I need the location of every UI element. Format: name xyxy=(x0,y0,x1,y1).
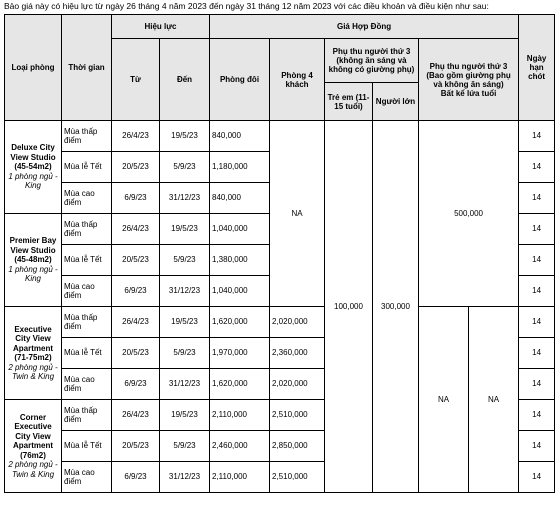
season-cell: Mùa thấp điểm xyxy=(62,400,112,431)
double-room-price: 2,110,000 xyxy=(210,400,270,431)
cutoff-days-cell: 14 xyxy=(519,431,555,462)
cutoff-days-cell: 14 xyxy=(519,245,555,276)
from-date-cell: 20/5/23 xyxy=(112,431,160,462)
season-cell: Mùa thấp điểm xyxy=(62,214,112,245)
header-double-room: Phòng đôi xyxy=(210,39,270,121)
double-room-price: 840,000 xyxy=(210,183,270,214)
header-adult: Người lớn xyxy=(373,83,419,121)
to-date-cell: 19/5/23 xyxy=(160,121,210,152)
room-name: Premier Bay View Studio (45-48m2) xyxy=(9,236,57,265)
from-date-cell: 20/5/23 xyxy=(112,245,160,276)
quad-room-price: 2,510,000 xyxy=(270,400,325,431)
to-date-cell: 31/12/23 xyxy=(160,276,210,307)
cutoff-days-cell: 14 xyxy=(519,121,555,152)
header-surcharge-with-bed xyxy=(419,39,519,121)
season-cell: Mùa lễ Tết xyxy=(62,338,112,369)
to-date-cell: 5/9/23 xyxy=(160,245,210,276)
season-cell: Mùa thấp điểm xyxy=(62,307,112,338)
room-type-cell xyxy=(5,121,62,214)
cutoff-days-cell: 14 xyxy=(519,307,555,338)
double-room-price: 1,040,000 xyxy=(210,214,270,245)
quad-room-price: 2,510,000 xyxy=(270,462,325,493)
intro-text: Bảo giá này có hiệu lực từ ngày 26 tháng 4 năm 2023 đến ngày 31 tháng 12 năm 2023 với các điều khoản và điều kiện như sau: xyxy=(4,1,489,11)
double-room-price: 1,970,000 xyxy=(210,338,270,369)
room-subtitle: 1 phòng ngủ - King xyxy=(8,171,58,191)
extra-bed-na-2: NA xyxy=(469,307,519,493)
header-surcharge-with-bed-text: Phụ thu người thứ 3 (Bao gồm giường phụ và không ăn sáng) xyxy=(426,61,511,89)
from-date-cell: 6/9/23 xyxy=(112,183,160,214)
double-room-price: 2,110,000 xyxy=(210,462,270,493)
to-date-cell: 19/5/23 xyxy=(160,307,210,338)
header-child: Trẻ em (11-15 tuổi) xyxy=(325,83,373,121)
cutoff-days-cell: 14 xyxy=(519,214,555,245)
from-date-cell: 6/9/23 xyxy=(112,276,160,307)
cutoff-days-cell: 14 xyxy=(519,276,555,307)
to-date-cell: 19/5/23 xyxy=(160,214,210,245)
from-date-cell: 6/9/23 xyxy=(112,369,160,400)
from-date-cell: 6/9/23 xyxy=(112,462,160,493)
header-cutoff: Ngày hạn chót xyxy=(519,15,555,121)
extra-bed-na-1: NA xyxy=(419,307,469,493)
adult-surcharge-price: 300,000 xyxy=(373,121,419,493)
quad-room-price: 2,360,000 xyxy=(270,338,325,369)
double-room-price: 1,180,000 xyxy=(210,152,270,183)
header-surcharge-no-bed: Phụ thu người thứ 3 (không ăn sáng và không có giường phụ) xyxy=(325,39,419,83)
to-date-cell: 5/9/23 xyxy=(160,338,210,369)
from-date-cell: 26/4/23 xyxy=(112,214,160,245)
season-cell: Mùa lễ Tết xyxy=(62,152,112,183)
to-date-cell: 31/12/23 xyxy=(160,462,210,493)
quad-room-price: 2,850,000 xyxy=(270,431,325,462)
season-cell: Mùa cao điểm xyxy=(62,369,112,400)
to-date-cell: 31/12/23 xyxy=(160,183,210,214)
header-surcharge-with-bed-note: Bất kể lứa tuổi xyxy=(440,88,497,98)
cutoff-days-cell: 14 xyxy=(519,462,555,493)
child-surcharge-price: 100,000 xyxy=(325,121,373,493)
room-name: Executive City View Apartment (71-75m2) xyxy=(12,324,53,362)
from-date-cell: 20/5/23 xyxy=(112,338,160,369)
from-date-cell: 26/4/23 xyxy=(112,400,160,431)
room-type-cell xyxy=(5,400,62,493)
header-to: Đến xyxy=(160,39,210,121)
from-date-cell: 26/4/23 xyxy=(112,121,160,152)
to-date-cell: 5/9/23 xyxy=(160,431,210,462)
cutoff-days-cell: 14 xyxy=(519,400,555,431)
cutoff-days-cell: 14 xyxy=(519,338,555,369)
room-name: Deluxe City View Studio (45-54m2) xyxy=(10,143,56,172)
season-cell: Mùa cao điểm xyxy=(62,183,112,214)
double-room-price: 1,620,000 xyxy=(210,369,270,400)
room-type-cell xyxy=(5,307,62,400)
season-cell: Mùa cao điểm xyxy=(62,276,112,307)
header-from: Từ xyxy=(112,39,160,121)
room-subtitle: 2 phòng ngủ - Twin & King xyxy=(8,362,58,381)
rate-table xyxy=(4,14,555,493)
rate-table-body xyxy=(5,121,555,493)
season-cell: Mùa thấp điểm xyxy=(62,121,112,152)
room-subtitle: 1 phòng ngủ - King xyxy=(8,264,58,284)
season-cell: Mùa lễ Tết xyxy=(62,245,112,276)
header-validity: Hiệu lực xyxy=(112,15,210,39)
header-contract-price: Giá Hợp Đồng xyxy=(210,15,519,39)
quad-room-na: NA xyxy=(270,121,325,307)
room-subtitle: 2 phòng ngủ - Twin & King xyxy=(8,460,58,479)
to-date-cell: 19/5/23 xyxy=(160,400,210,431)
header-room-type: Loại phòng xyxy=(5,15,62,121)
double-room-price: 1,620,000 xyxy=(210,307,270,338)
to-date-cell: 31/12/23 xyxy=(160,369,210,400)
extra-bed-price: 500,000 xyxy=(419,121,519,307)
cutoff-days-cell: 14 xyxy=(519,183,555,214)
room-type-cell xyxy=(5,214,62,307)
cutoff-days-cell: 14 xyxy=(519,152,555,183)
quad-room-price: 2,020,000 xyxy=(270,369,325,400)
table-row xyxy=(5,121,555,152)
table-row xyxy=(5,307,555,338)
from-date-cell: 26/4/23 xyxy=(112,307,160,338)
double-room-price: 840,000 xyxy=(210,121,270,152)
season-cell: Mùa cao điểm xyxy=(62,462,112,493)
header-period: Thời gian xyxy=(62,15,112,121)
double-room-price: 1,040,000 xyxy=(210,276,270,307)
cutoff-days-cell: 14 xyxy=(519,369,555,400)
from-date-cell: 20/5/23 xyxy=(112,152,160,183)
double-room-price: 1,380,000 xyxy=(210,245,270,276)
to-date-cell: 5/9/23 xyxy=(160,152,210,183)
double-room-price: 2,460,000 xyxy=(210,431,270,462)
room-name: Corner Executive City View Apartment (76m2) xyxy=(12,412,53,460)
season-cell: Mùa lễ Tết xyxy=(62,431,112,462)
header-room-4: Phòng 4 khách xyxy=(270,39,325,121)
quad-room-price: 2,020,000 xyxy=(270,307,325,338)
